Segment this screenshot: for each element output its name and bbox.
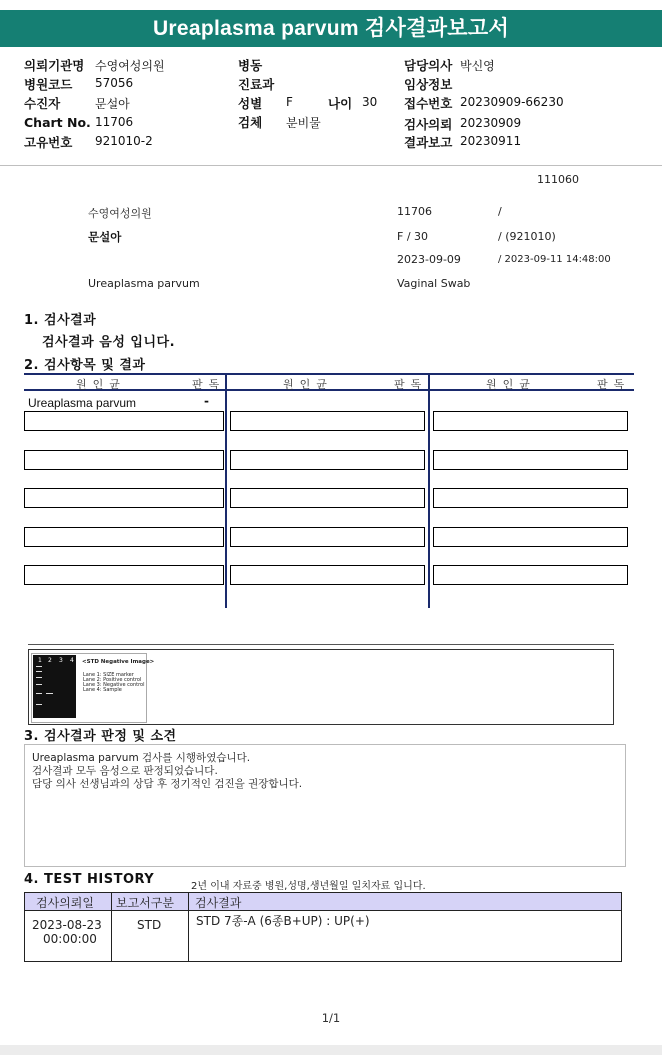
result-cell: [433, 565, 628, 585]
history-row-result: STD 7종-A (6종B+UP) : UP(+): [196, 914, 370, 928]
patient-institution: 수영여성의원: [88, 207, 152, 220]
result-cell: [433, 450, 628, 470]
lane-number: 1: [38, 657, 42, 664]
result-cell: [230, 565, 425, 585]
gel-band: [36, 693, 42, 694]
opinion-line: Ureaplasma parvum 검사를 시행하였습니다.: [32, 752, 251, 764]
unique-no-value: 921010-2: [95, 134, 153, 148]
history-col-date: 검사의뢰일: [36, 896, 94, 910]
page-number: 1/1: [321, 1011, 341, 1025]
result-organism: Ureaplasma parvum: [28, 396, 137, 410]
patient-separator: /: [498, 205, 502, 218]
lane-number: 3: [59, 657, 63, 664]
age-label: 나이: [328, 96, 353, 111]
specimen-value: 분비물: [286, 116, 321, 130]
gel-band: [36, 666, 42, 667]
result-cell: [230, 411, 425, 431]
bottom-strip: [0, 1045, 662, 1055]
header-divider: [0, 165, 662, 166]
history-col-divider: [188, 892, 189, 962]
specimen-label: 검체: [238, 115, 263, 130]
result-cell: [433, 411, 628, 431]
history-row-type: STD: [137, 918, 162, 932]
report-title: Ureaplasma parvum 검사결과보고서: [152, 17, 510, 40]
col-judgement-2: 판독: [394, 378, 428, 391]
col-judgement-1: 판독: [192, 378, 226, 391]
history-col-type: 보고서구분: [116, 896, 174, 910]
gel-title: <STD Negative Image>: [82, 659, 155, 665]
history-row-time: 00:00:00: [43, 932, 97, 946]
grid-top-rule: [24, 373, 634, 375]
opinion-line: 검사결과 모두 음성으로 판정되었습니다.: [32, 765, 218, 777]
chart-value: 11706: [95, 115, 134, 129]
report-value: 20230911: [460, 134, 522, 148]
section4-heading: 4. TEST HISTORY: [24, 872, 155, 887]
institution-label: 의뢰기관명: [24, 58, 85, 73]
history-note: 2년 이내 자료중 병원,성명,생년월일 일치자료 입니다.: [191, 881, 426, 892]
result-cell: [24, 450, 224, 470]
request-label: 검사의뢰: [404, 117, 453, 132]
col-organism-2: 원인균: [283, 378, 333, 391]
grid-divider-1: [225, 375, 227, 608]
title-bar: [0, 10, 662, 47]
sex-label: 성별: [238, 96, 263, 111]
gel-caption: Lane 2: Positive control: [83, 677, 142, 683]
patient-birth: / (921010): [498, 230, 556, 243]
patient-code: 111060: [537, 173, 579, 186]
report-label: 결과보고: [404, 135, 453, 150]
gel-band: [36, 684, 42, 685]
recipient-value: 문설아: [95, 97, 130, 111]
history-col-result: 검사결과: [195, 896, 242, 910]
unique-no-label: 고유번호: [24, 135, 73, 150]
hospital-code-value: 57056: [95, 76, 134, 90]
patient-request-date: 2023-09-09: [397, 253, 461, 266]
result-cell: [24, 565, 224, 585]
section3-heading: 3. 검사결과 판정 및 소견: [24, 729, 177, 744]
patient-name: 문설아: [88, 230, 122, 244]
gel-band: [46, 693, 53, 694]
history-table-header: [24, 892, 622, 911]
gel-divider: [28, 644, 614, 645]
patient-report-datetime: / 2023-09-11 14:48:00: [498, 254, 611, 265]
result-cell: [433, 488, 628, 508]
result-cell: [24, 527, 224, 547]
history-row-date: 2023-08-23: [32, 918, 102, 932]
patient-specimen: Vaginal Swab: [397, 277, 471, 290]
ward-label: 병동: [238, 58, 263, 73]
chart-label: Chart No.: [24, 115, 91, 130]
gel-caption: Lane 3: Negative control: [83, 682, 145, 688]
result-judgement: -: [204, 394, 209, 408]
gel-band: [36, 671, 42, 672]
opinion-line: 담당 의사 선생님과의 상담 후 정기적인 검진을 권장합니다.: [32, 778, 303, 790]
gel-caption: Lane 1: SIZE marker: [83, 672, 134, 678]
gel-caption: Lane 4: Sample: [83, 687, 122, 693]
gel-band: [36, 704, 42, 705]
history-col-divider: [111, 892, 112, 962]
recipient-label: 수진자: [24, 96, 61, 111]
result-cell: [24, 411, 224, 431]
section2-heading: 2. 검사항목 및 결과: [24, 358, 146, 373]
receipt-value: 20230909-66230: [460, 95, 564, 109]
result-cell: [230, 488, 425, 508]
result-cell: [24, 488, 224, 508]
receipt-label: 접수번호: [404, 96, 453, 111]
section1-result: 검사결과 음성 입니다.: [42, 335, 176, 350]
clinical-label: 임상정보: [404, 77, 453, 92]
lane-number: 4: [70, 657, 74, 664]
request-value: 20230909: [460, 116, 522, 130]
gel-photo: [33, 655, 76, 718]
result-cell: [230, 450, 425, 470]
dept-label: 진료과: [238, 77, 275, 92]
patient-chart: 11706: [397, 205, 432, 218]
section1-heading: 1. 검사결과: [24, 313, 97, 328]
hospital-code-label: 병원코드: [24, 77, 73, 92]
doctor-value: 박신영: [460, 59, 495, 73]
patient-test-name: Ureaplasma parvum: [88, 277, 200, 290]
doctor-label: 담당의사: [404, 58, 453, 73]
col-organism-3: 원인균: [486, 378, 536, 391]
patient-sex-age: F / 30: [397, 230, 429, 243]
gel-band: [36, 677, 42, 678]
lane-number: 2: [48, 657, 52, 664]
result-cell: [433, 527, 628, 547]
institution-value: 수영여성의원: [95, 59, 165, 73]
col-judgement-3: 판독: [597, 378, 631, 391]
col-organism-1: 원인균: [76, 378, 126, 391]
sex-value: F: [286, 95, 293, 109]
grid-divider-2: [428, 375, 430, 608]
result-cell: [230, 527, 425, 547]
age-value: 30: [362, 95, 378, 109]
